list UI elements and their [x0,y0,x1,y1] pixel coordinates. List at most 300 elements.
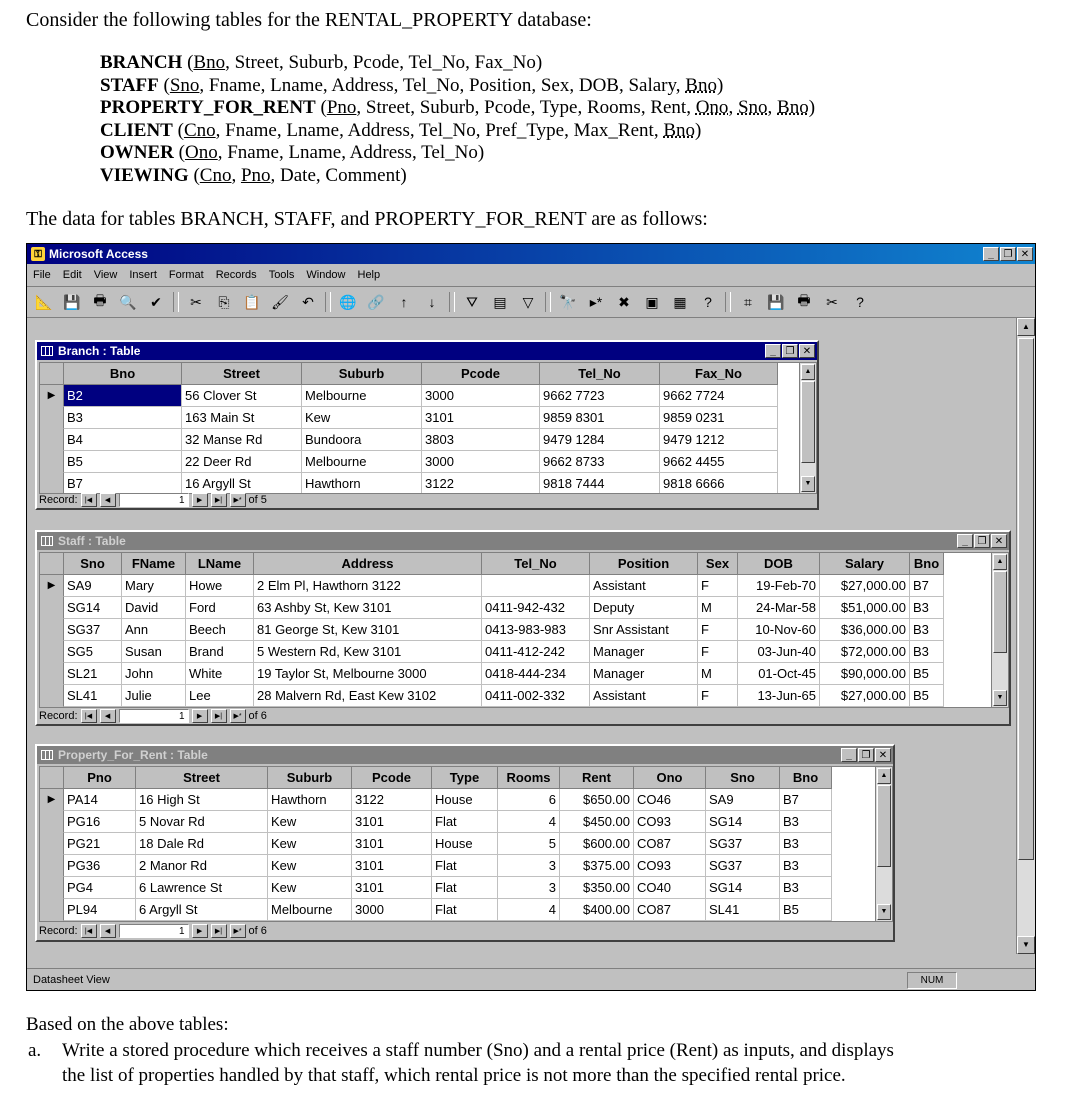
table-cell[interactable]: B3 [910,597,944,619]
column-header[interactable]: Pno [64,767,136,789]
table-cell[interactable]: 5 [498,833,560,855]
table-cell[interactable]: Snr Assistant [590,619,698,641]
table-cell[interactable]: 19 Taylor St, Melbourne 3000 [254,663,482,685]
table-cell[interactable]: John [122,663,186,685]
scroll-up-arrow-icon[interactable]: ▲ [1017,318,1035,336]
column-header[interactable]: FName [122,553,186,575]
row-selector[interactable] [40,407,64,429]
table-cell[interactable]: 3101 [422,407,540,429]
current-record-pointer-icon[interactable]: ▶ [40,385,64,407]
branch-title: Branch : Table [58,344,141,358]
table-cell[interactable]: 81 George St, Kew 3101 [254,619,482,641]
table-cell[interactable]: PG4 [64,877,136,899]
table-cell[interactable]: $51,000.00 [820,597,910,619]
table-row[interactable] [40,833,892,855]
scroll-up-arrow-icon[interactable]: ▲ [801,364,815,380]
table-cell[interactable]: 3803 [422,429,540,451]
table-cell[interactable]: 9662 7723 [540,385,660,407]
table-cell[interactable]: 6 [498,789,560,811]
table-cell[interactable]: 0411-942-432 [482,597,590,619]
view-icon[interactable]: 📐 [35,293,53,310]
table-cell[interactable]: 163 Main St [182,407,302,429]
table-cell[interactable]: Flat [432,877,498,899]
new-record-button[interactable]: ▶* [230,709,246,723]
table-cell[interactable]: SG37 [706,855,780,877]
table-cell[interactable]: Kew [302,407,422,429]
next-record-button[interactable]: ▶ [192,709,208,723]
table-cell[interactable]: 22 Deer Rd [182,451,302,473]
table-cell[interactable]: 9859 0231 [660,407,778,429]
table-cell[interactable]: 56 Clover St [182,385,302,407]
table-cell[interactable]: F [698,641,738,663]
table-cell[interactable]: $27,000.00 [820,575,910,597]
new-record-button[interactable]: ▶* [230,924,246,938]
table-cell[interactable]: 3101 [352,855,432,877]
table-row[interactable] [40,789,892,811]
table-cell[interactable]: 3101 [352,877,432,899]
column-header[interactable]: Position [590,553,698,575]
table-cell[interactable]: 3122 [422,473,540,494]
scroll-down-arrow-icon[interactable]: ▼ [1017,936,1035,954]
table-cell[interactable]: 13-Jun-65 [738,685,820,707]
table-row[interactable] [40,407,816,429]
row-selector[interactable] [40,451,64,473]
table-row[interactable] [40,385,816,407]
table-cell[interactable]: 9818 6666 [660,473,778,494]
table-row[interactable] [40,429,816,451]
table-cell[interactable]: 3000 [352,899,432,921]
minimize-button[interactable]: _ [983,247,999,261]
column-header[interactable]: DOB [738,553,820,575]
table-cell[interactable]: Kew [268,811,352,833]
table-cell[interactable]: B3 [910,641,944,663]
table-cell[interactable]: Melbourne [268,899,352,921]
scroll-down-arrow-icon[interactable]: ▼ [993,690,1007,706]
table-cell[interactable]: 3 [498,877,560,899]
mdi-vertical-scrollbar[interactable] [1016,318,1035,954]
table-cell[interactable]: 5 Novar Rd [136,811,268,833]
table-cell[interactable]: 5 Western Rd, Kew 3101 [254,641,482,663]
column-header[interactable]: Street [136,767,268,789]
table-cell[interactable]: 9859 8301 [540,407,660,429]
table-row[interactable] [40,641,1008,663]
copy-icon[interactable]: ⎘ [218,293,230,310]
table-cell[interactable]: 63 Ashby St, Kew 3101 [254,597,482,619]
table-cell[interactable]: CO93 [634,855,706,877]
save-icon-2[interactable]: 💾 [767,293,785,310]
row-selector[interactable] [40,899,64,921]
new-record-button[interactable]: ▶* [230,493,246,507]
table-cell[interactable]: 3000 [422,385,540,407]
find-icon[interactable]: 🔭 [559,293,577,310]
save-icon[interactable]: 💾 [63,293,81,310]
record-number-input[interactable]: 1 [119,709,189,723]
table-cell[interactable]: 0411-412-242 [482,641,590,663]
property-table-window[interactable] [35,744,895,942]
table-cell[interactable]: 9479 1284 [540,429,660,451]
table-cell[interactable]: David [122,597,186,619]
column-header[interactable]: Suburb [302,363,422,385]
table-cell[interactable]: SG14 [706,877,780,899]
first-record-button[interactable]: |◀ [81,924,97,938]
table-cell[interactable]: M [698,597,738,619]
column-header[interactable]: Bno [910,553,944,575]
table-cell[interactable]: 3101 [352,833,432,855]
menu-edit[interactable]: Edit [62,269,82,281]
column-header[interactable]: Bno [64,363,182,385]
print-icon-2[interactable]: 🖶 [797,292,811,308]
table-cell[interactable]: M [698,663,738,685]
table-cell[interactable]: SL41 [64,685,122,707]
scroll-up-arrow-icon[interactable]: ▲ [877,768,891,784]
table-cell[interactable]: 3000 [422,451,540,473]
last-record-button[interactable]: ▶| [211,924,227,938]
scroll-down-arrow-icon[interactable]: ▼ [801,476,815,492]
table-cell[interactable]: 3101 [352,811,432,833]
next-record-button[interactable]: ▶ [192,924,208,938]
table-cell[interactable]: $72,000.00 [820,641,910,663]
column-header[interactable]: Pcode [352,767,432,789]
table-cell[interactable]: CO40 [634,877,706,899]
table-cell[interactable]: Kew [268,877,352,899]
table-cell[interactable]: Melbourne [302,385,422,407]
table-cell[interactable]: $90,000.00 [820,663,910,685]
table-cell[interactable]: SG5 [64,641,122,663]
apply-filter-icon[interactable]: ▽ [522,293,534,310]
table-cell[interactable]: 3122 [352,789,432,811]
table-cell[interactable]: 03-Jun-40 [738,641,820,663]
table-cell[interactable]: Manager [590,641,698,663]
web-toolbar-icon[interactable]: 🔗 [367,293,385,310]
current-record-pointer-icon[interactable]: ▶ [40,575,64,597]
table-cell[interactable]: B7 [64,473,182,494]
table-cell[interactable]: 32 Manse Rd [182,429,302,451]
table-cell[interactable]: PL94 [64,899,136,921]
table-cell[interactable]: 0411-002-332 [482,685,590,707]
table-cell[interactable]: B5 [780,899,832,921]
menu-format[interactable]: Format [168,269,204,281]
scroll-thumb[interactable] [801,381,815,463]
row-selector[interactable] [40,811,64,833]
select-all-box[interactable] [40,767,64,789]
column-header[interactable]: Ono [634,767,706,789]
table-cell[interactable]: 16 Argyll St [182,473,302,494]
table-cell[interactable]: B3 [910,619,944,641]
table-cell[interactable]: PG36 [64,855,136,877]
table-cell[interactable]: CO87 [634,899,706,921]
column-header[interactable]: Sex [698,553,738,575]
table-cell[interactable]: 24-Mar-58 [738,597,820,619]
properties-icon[interactable]: ⌗ [744,293,752,310]
table-cell[interactable]: SG37 [64,619,122,641]
table-row[interactable] [40,899,892,921]
table-cell[interactable]: 9818 7444 [540,473,660,494]
table-cell[interactable]: SA9 [706,789,780,811]
table-cell[interactable]: 9479 1212 [660,429,778,451]
branch-restore-button[interactable]: ❐ [782,344,798,358]
toolbar-separator [173,292,179,312]
table-cell[interactable]: CO46 [634,789,706,811]
table-cell[interactable]: Susan [122,641,186,663]
staff-close-button[interactable]: ✕ [991,534,1007,548]
table-cell[interactable]: 3 [498,855,560,877]
delete-record-icon[interactable]: ✖ [618,293,630,310]
print-preview-icon[interactable]: 🔍 [119,293,137,310]
table-row[interactable] [40,877,892,899]
record-number-input[interactable]: 1 [119,924,189,938]
table-cell[interactable]: B3 [64,407,182,429]
table-cell[interactable]: 4 [498,811,560,833]
table-cell[interactable]: 2 Manor Rd [136,855,268,877]
table-cell[interactable]: 0413-983-983 [482,619,590,641]
table-cell[interactable]: B3 [780,855,832,877]
scroll-down-arrow-icon[interactable]: ▼ [877,904,891,920]
help-icon-2[interactable]: ? [856,294,864,310]
table-row[interactable] [40,575,1008,597]
table-cell[interactable]: $36,000.00 [820,619,910,641]
table-cell[interactable]: $600.00 [560,833,634,855]
first-record-button[interactable]: |◀ [81,709,97,723]
table-cell[interactable]: $27,000.00 [820,685,910,707]
menu-help[interactable]: Help [357,269,381,281]
table-cell[interactable]: Beech [186,619,254,641]
scroll-thumb[interactable] [1018,338,1034,860]
table-cell[interactable]: Ann [122,619,186,641]
table-cell[interactable]: Assistant [590,685,698,707]
table-row[interactable] [40,597,1008,619]
column-header[interactable]: Sno [64,553,122,575]
column-header[interactable]: Fax_No [660,363,778,385]
table-cell[interactable]: PA14 [64,789,136,811]
prev-record-button[interactable]: ◀ [100,924,116,938]
select-all-box[interactable] [40,553,64,575]
table-cell[interactable]: 9662 8733 [540,451,660,473]
table-cell[interactable]: F [698,575,738,597]
table-cell[interactable]: F [698,619,738,641]
table-cell[interactable]: $350.00 [560,877,634,899]
table-cell[interactable]: B5 [910,663,944,685]
table-cell[interactable]: 6 Lawrence St [136,877,268,899]
table-cell[interactable]: Flat [432,855,498,877]
table-cell[interactable]: Brand [186,641,254,663]
row-selector[interactable] [40,597,64,619]
column-header[interactable]: Salary [820,553,910,575]
table-cell[interactable]: 10-Nov-60 [738,619,820,641]
table-cell[interactable]: House [432,789,498,811]
staff-restore-button[interactable]: ❐ [974,534,990,548]
row-selector[interactable] [40,877,64,899]
table-cell[interactable]: 01-Oct-45 [738,663,820,685]
table-cell[interactable]: CO87 [634,833,706,855]
table-cell[interactable]: $650.00 [560,789,634,811]
table-cell[interactable]: 16 High St [136,789,268,811]
table-cell[interactable]: Melbourne [302,451,422,473]
scroll-up-arrow-icon[interactable]: ▲ [993,554,1007,570]
table-cell[interactable]: Deputy [590,597,698,619]
hyperlink-icon[interactable]: 🌐 [339,293,357,310]
branch-close-button[interactable]: ✕ [799,344,815,358]
table-cell[interactable]: B3 [780,877,832,899]
row-selector[interactable] [40,685,64,707]
new-object-icon[interactable]: ▦ [673,293,687,310]
table-cell[interactable]: Kew [268,833,352,855]
table-cell[interactable]: Lee [186,685,254,707]
table-cell[interactable]: 18 Dale Rd [136,833,268,855]
scroll-thumb[interactable] [993,571,1007,653]
table-cell[interactable]: SG14 [706,811,780,833]
next-record-button[interactable]: ▶ [192,493,208,507]
table-cell[interactable]: Mary [122,575,186,597]
menu-view[interactable]: View [93,269,118,281]
table-cell[interactable]: B4 [64,429,182,451]
table-cell[interactable]: Kew [268,855,352,877]
sort-ascending-icon[interactable]: ↑ [400,294,408,310]
column-header[interactable]: Suburb [268,767,352,789]
column-header[interactable]: Tel_No [540,363,660,385]
scroll-thumb[interactable] [877,785,891,867]
row-selector[interactable] [40,663,64,685]
close-button[interactable]: ✕ [1017,247,1033,261]
undo-icon[interactable]: ↶ [302,293,314,310]
table-cell[interactable]: SL21 [64,663,122,685]
table-cell[interactable]: $400.00 [560,899,634,921]
table-cell[interactable]: B7 [780,789,832,811]
branch-minimize-button[interactable]: _ [765,344,781,358]
table-cell[interactable]: SA9 [64,575,122,597]
table-cell[interactable]: B2 [64,385,182,407]
row-selector[interactable] [40,855,64,877]
help-icon[interactable]: ? [704,294,712,310]
table-cell[interactable]: SG14 [64,597,122,619]
grid-scrollbar[interactable] [875,767,892,921]
record-number-input[interactable]: 1 [119,493,189,507]
column-header[interactable]: LName [186,553,254,575]
table-cell[interactable]: PG16 [64,811,136,833]
property-minimize-button[interactable]: _ [841,748,857,762]
branch-table-window[interactable] [35,340,819,510]
table-cell[interactable]: B7 [910,575,944,597]
table-cell[interactable]: PG21 [64,833,136,855]
menu-file[interactable]: File [33,269,51,281]
table-cell[interactable]: Howe [186,575,254,597]
prev-record-button[interactable]: ◀ [100,709,116,723]
table-row[interactable] [40,619,1008,641]
table-cell[interactable]: 0418-444-234 [482,663,590,685]
column-header[interactable]: Rent [560,767,634,789]
table-cell[interactable]: 4 [498,899,560,921]
column-header[interactable]: Pcode [422,363,540,385]
column-header[interactable]: Bno [780,767,832,789]
table-cell[interactable]: 6 Argyll St [136,899,268,921]
filter-selection-icon[interactable]: ⛛ [466,293,478,310]
column-header[interactable]: Tel_No [482,553,590,575]
table-cell[interactable]: Hawthorn [268,789,352,811]
print-icon[interactable]: 🖶 [93,292,107,308]
table-cell[interactable]: Bundoora [302,429,422,451]
new-record-icon[interactable]: ▸* [589,293,603,310]
table-cell[interactable]: B5 [64,451,182,473]
row-selector[interactable] [40,641,64,663]
column-header[interactable]: Street [182,363,302,385]
table-cell[interactable]: B3 [780,833,832,855]
first-record-button[interactable]: |◀ [81,493,97,507]
schema-attribute: Ono [184,142,218,163]
menu-records[interactable]: Records [215,269,257,281]
table-row[interactable] [40,811,892,833]
grid-scrollbar[interactable] [799,363,816,493]
table-cell[interactable]: $375.00 [560,855,634,877]
database-window-icon[interactable]: ▣ [645,293,659,310]
menu-window[interactable]: Window [306,269,346,281]
table-row[interactable] [40,855,892,877]
table-cell[interactable] [482,575,590,597]
column-header[interactable]: Type [432,767,498,789]
table-cell[interactable]: Julie [122,685,186,707]
row-selector[interactable] [40,429,64,451]
table-cell[interactable]: SL41 [706,899,780,921]
table-cell[interactable]: F [698,685,738,707]
format-painter-icon[interactable]: 🖌 [271,293,289,310]
select-all-box[interactable] [40,363,64,385]
table-cell[interactable]: 9662 4455 [660,451,778,473]
table-cell[interactable]: Hawthorn [302,473,422,494]
table-row[interactable] [40,451,816,473]
current-record-pointer-icon[interactable]: ▶ [40,789,64,811]
column-header[interactable]: Rooms [498,767,560,789]
table-cell[interactable]: Manager [590,663,698,685]
column-header[interactable]: Address [254,553,482,575]
menu-tools[interactable]: Tools [268,269,295,281]
property-restore-button[interactable]: ❐ [858,748,874,762]
table-cell[interactable]: 28 Malvern Rd, East Kew 3102 [254,685,482,707]
table-cell[interactable]: Flat [432,899,498,921]
prev-record-button[interactable]: ◀ [100,493,116,507]
table-cell[interactable]: $450.00 [560,811,634,833]
cut-icon[interactable]: ✂ [190,293,202,310]
staff-table-window[interactable] [35,530,1011,726]
menu-insert[interactable]: Insert [129,269,157,281]
table-cell[interactable]: Assistant [590,575,698,597]
restore-button[interactable]: ❐ [1000,247,1016,261]
last-record-button[interactable]: ▶| [211,709,227,723]
row-selector[interactable] [40,619,64,641]
spelling-icon[interactable]: ✔ [150,293,162,310]
table-row[interactable] [40,685,1008,707]
sort-descending-icon[interactable]: ↓ [428,294,436,310]
table-cell[interactable]: 9662 7724 [660,385,778,407]
table-cell[interactable]: Ford [186,597,254,619]
table-cell[interactable]: B5 [910,685,944,707]
paste-icon[interactable]: 📋 [243,293,261,310]
table-cell[interactable]: 19-Feb-70 [738,575,820,597]
table-cell[interactable]: House [432,833,498,855]
table-cell[interactable]: White [186,663,254,685]
grid-scrollbar[interactable] [991,553,1008,707]
cut-icon-2[interactable]: ✂ [826,293,838,310]
table-row[interactable] [40,663,1008,685]
staff-minimize-button[interactable]: _ [957,534,973,548]
table-cell[interactable]: SG37 [706,833,780,855]
row-selector[interactable] [40,833,64,855]
filter-form-icon[interactable]: ▤ [493,293,507,310]
property-close-button[interactable]: ✕ [875,748,891,762]
table-cell[interactable]: B3 [780,811,832,833]
table-cell[interactable]: CO93 [634,811,706,833]
column-header[interactable]: Sno [706,767,780,789]
table-cell[interactable]: 2 Elm Pl, Hawthorn 3122 [254,575,482,597]
table-cell[interactable]: Flat [432,811,498,833]
last-record-button[interactable]: ▶| [211,493,227,507]
